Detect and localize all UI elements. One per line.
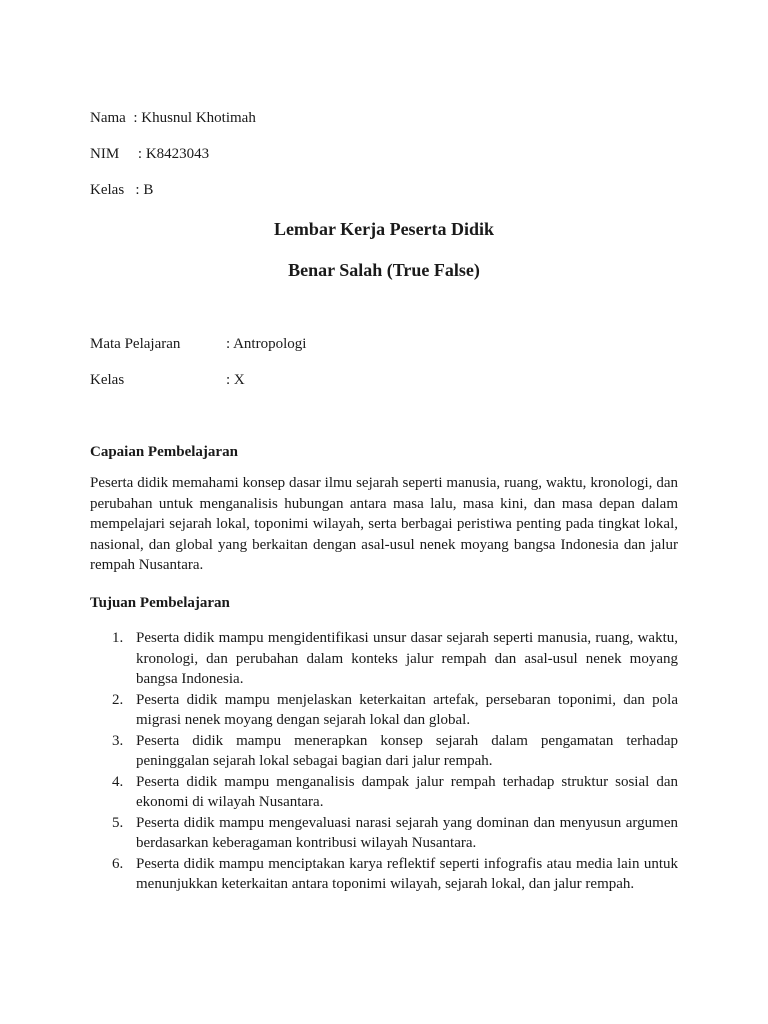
list-number: 4. xyxy=(112,773,124,790)
list-item-text: Peserta didik mampu menerapkan konsep sejarah dalam pengamatan terhadap peninggalan sejarah lokal sebagai bagian dari jalur rempah. xyxy=(136,732,678,769)
list-item xyxy=(90,628,678,690)
name-label: Nama xyxy=(90,110,126,126)
subject-value: : Antropologi xyxy=(226,336,307,352)
class-value: B xyxy=(143,182,154,198)
list-number: 2. xyxy=(112,691,124,708)
list-item xyxy=(90,690,678,731)
nim-value: K8423043 xyxy=(145,146,210,162)
capaian-heading: Capaian Pembelajaran xyxy=(90,444,238,460)
list-item xyxy=(90,772,678,813)
list-item xyxy=(90,813,678,854)
list-number: 1. xyxy=(112,630,124,646)
capaian-paragraph: Peserta didik memahami konsep dasar ilmu sejarah seperti manusia, ruang, waktu, kronologi, dan perubahan untuk menganalisis hubungan antara masa lalu, masa kini, dan masa depan dalam mempelajari sejarah lokal, toponimi wilayah, serta berbagai peristiwa penting pada tingkat lokal, nasional, dan global yang berkaitan dengan asal-usul nenek moyang bangsa Indonesia dan jalur rempah Nusantara. xyxy=(90,475,678,573)
nim-label: NIM xyxy=(90,146,120,162)
list-item-text: Peserta didik mampu mengidentifikasi unsur dasar sejarah seperti manusia, ruang, waktu, kronologi, dan perubahan dalam konteks jalur rempah dan asal-usul nenek moyang bangsa Indonesia. xyxy=(136,630,678,687)
list-number: 3. xyxy=(112,732,124,749)
student-class-row: Kelas : B xyxy=(90,182,154,198)
objectives-list xyxy=(90,628,678,895)
class-label: Kelas xyxy=(90,182,125,198)
list-item xyxy=(90,854,678,895)
document-subtitle: Benar Salah (True False) xyxy=(288,260,480,280)
document-page xyxy=(90,0,678,1024)
document-title: Lembar Kerja Peserta Didik xyxy=(273,219,495,239)
student-name-row: Nama : Khusnul Khotimah xyxy=(90,110,256,126)
student-nim-row: NIM : K8423043 xyxy=(90,146,210,162)
list-item-text: Peserta didik mampu mengevaluasi narasi sejarah yang dominan dan menyusun argumen berdasarkan keberagaman kontribusi wilayah Nusantara. xyxy=(136,814,678,851)
grade-value: : X xyxy=(226,372,245,388)
tujuan-heading: Tujuan Pembelajaran xyxy=(90,595,230,611)
list-item-text: Peserta didik mampu menjelaskan keterkaitan artefak, persebaran toponimi, dan pola migrasi nenek moyang dengan sejarah lokal dan global. xyxy=(136,691,678,728)
list-item xyxy=(90,731,678,772)
list-number: 5. xyxy=(112,814,124,831)
name-value: Khusnul Khotimah xyxy=(141,110,256,126)
grade-label: Kelas xyxy=(90,372,125,388)
list-item-text: Peserta didik mampu menciptakan karya reflektif seperti infografis atau media lain untuk menunjukkan keterkaitan antara toponimi wilayah, sejarah lokal, dan jalur rempah. xyxy=(136,855,678,892)
subject-label: Mata Pelajaran xyxy=(90,336,181,352)
list-number: 6. xyxy=(112,855,124,872)
list-item-text: Peserta didik mampu menganalisis dampak jalur rempah terhadap struktur sosial dan ekonomi di wilayah Nusantara. xyxy=(136,773,678,810)
